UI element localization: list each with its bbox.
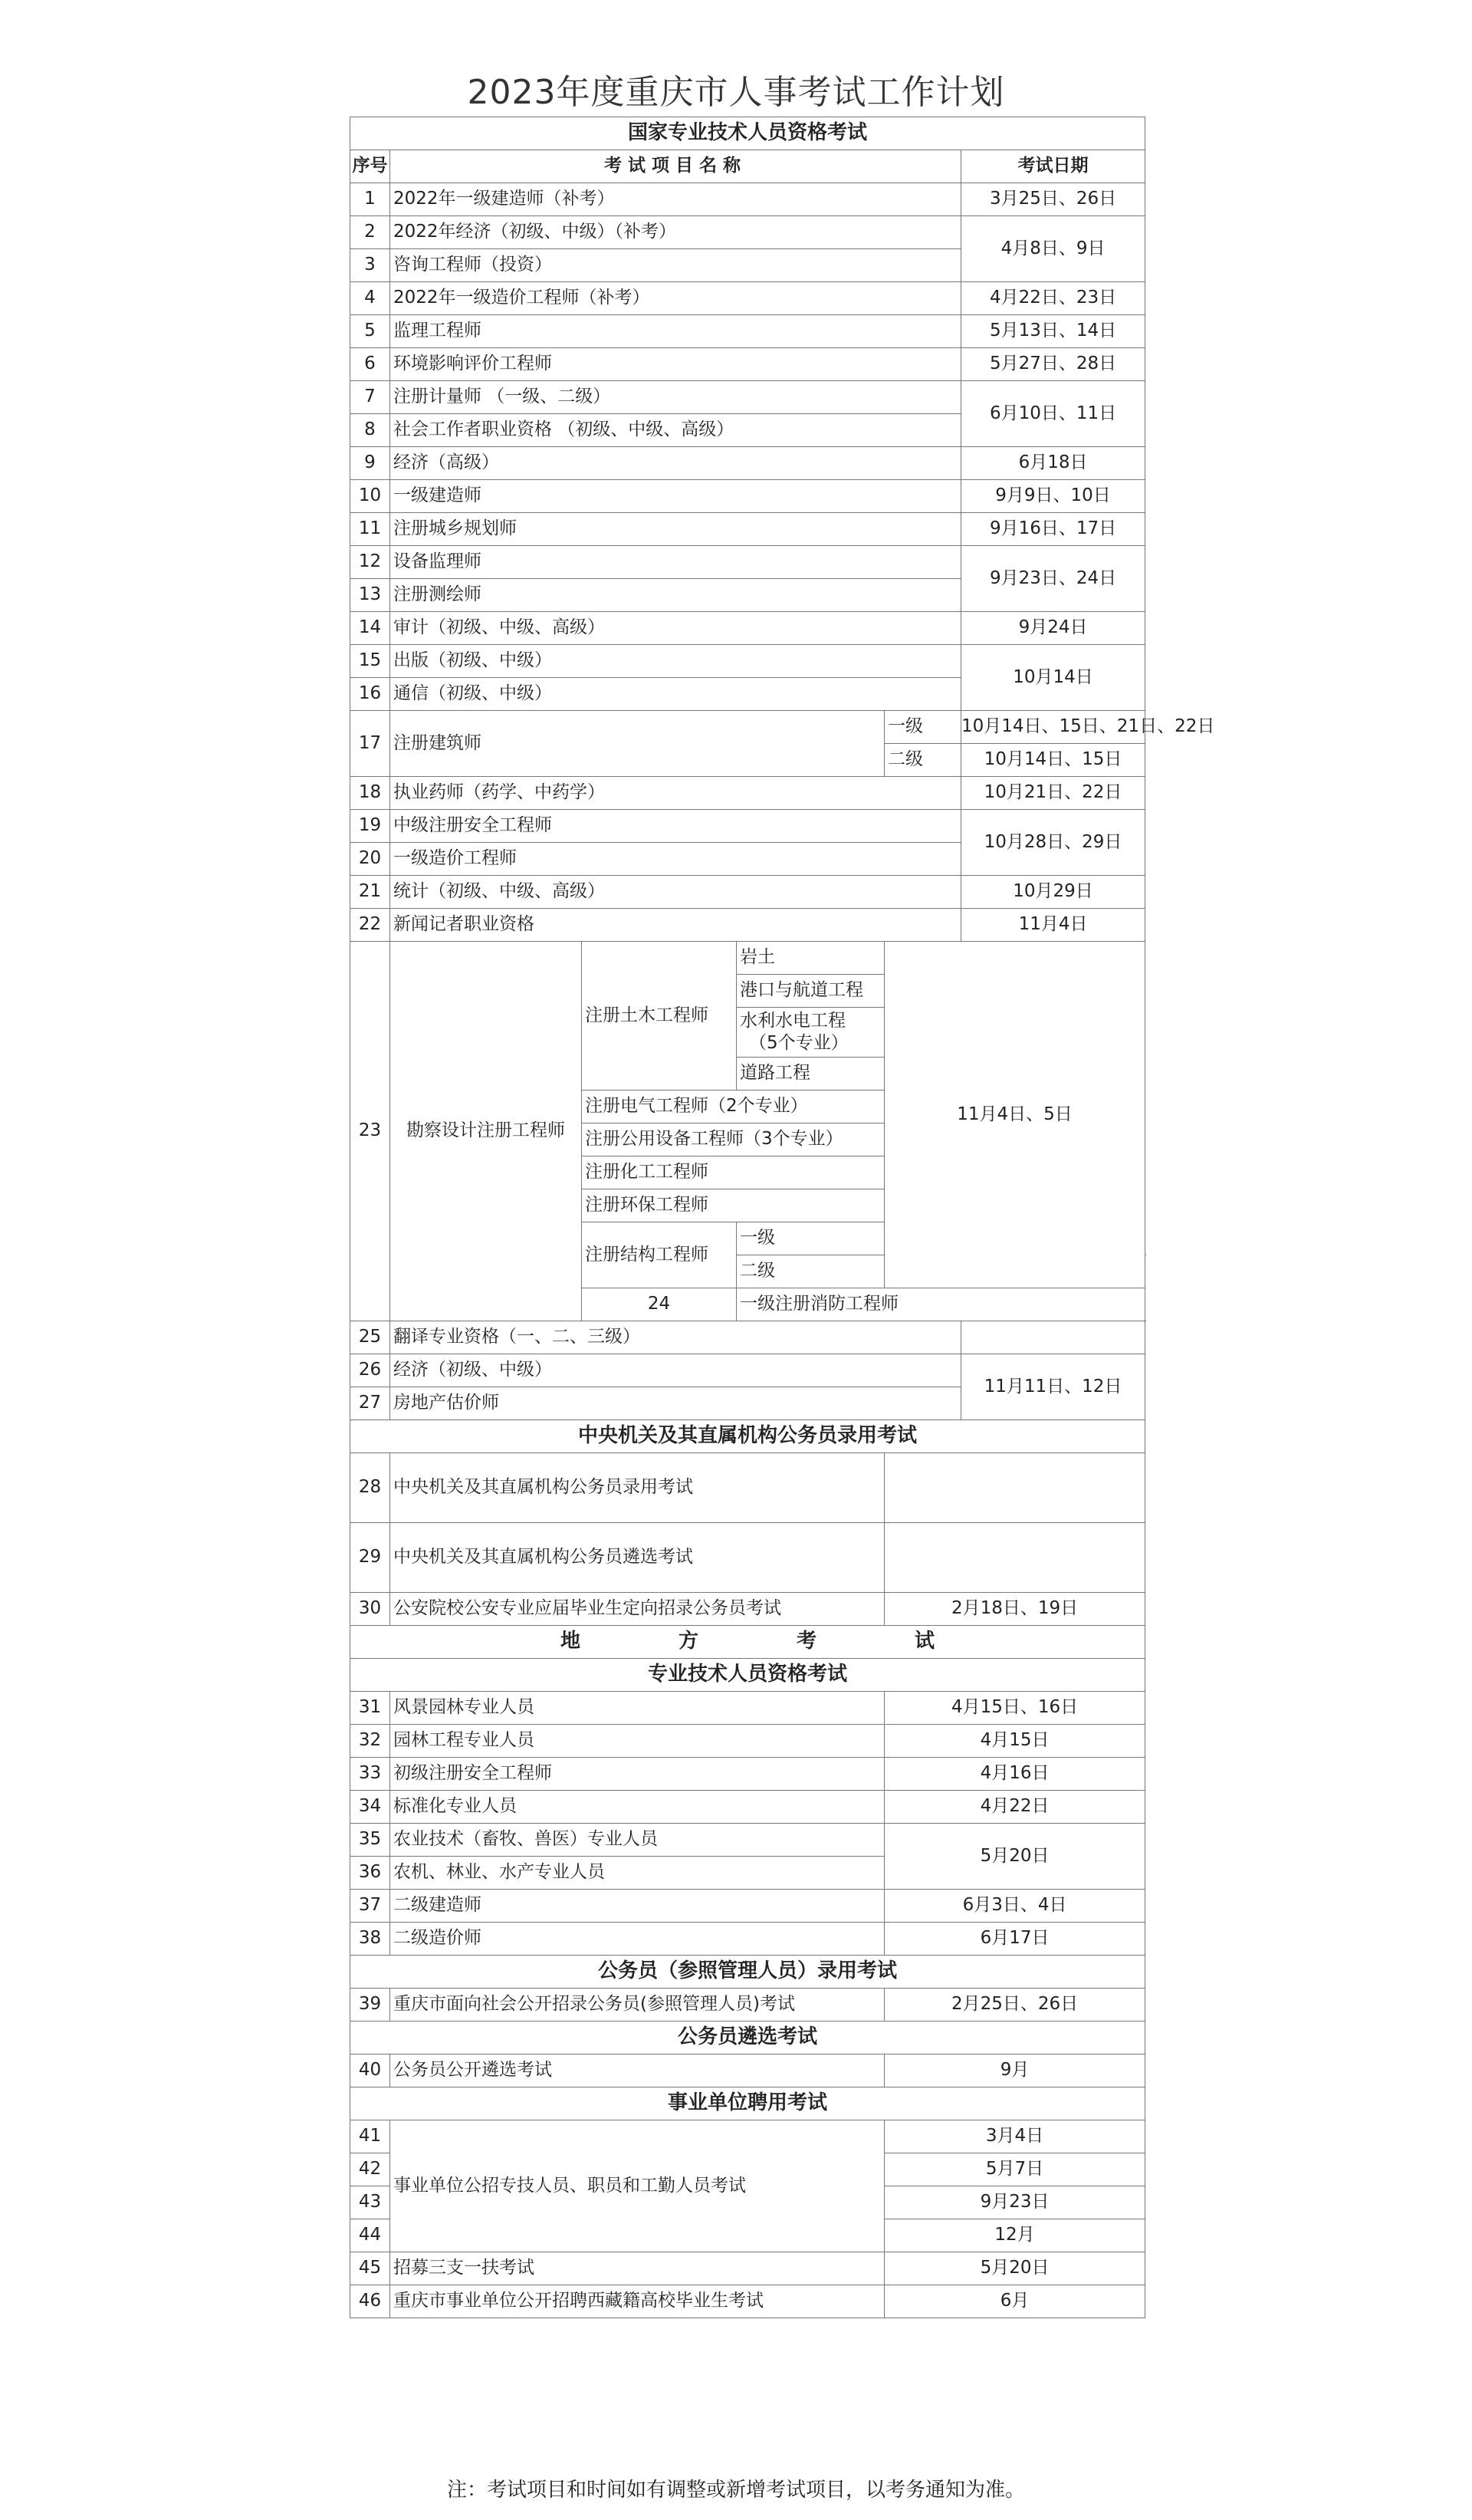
exam-name: 勘察设计注册工程师 (390, 942, 582, 1321)
table-row (350, 1725, 1145, 1758)
table-row (350, 777, 1145, 810)
row-number: 10 (350, 480, 390, 513)
exam-date: 5月7日 (885, 2153, 1145, 2186)
exam-name: 经济（高级） (390, 447, 961, 480)
table-row (350, 1890, 1145, 1923)
exam-date: 2月18日、19日 (885, 1593, 1145, 1626)
exam-date: 10月14日、15日 (961, 744, 1145, 777)
table-row (350, 447, 1145, 480)
row-number: 36 (350, 1857, 390, 1890)
exam-name: 二级造价师 (390, 1923, 885, 1956)
table-row (350, 810, 1145, 843)
exam-name: 一级注册消防工程师 (737, 1288, 1145, 1321)
exam-name: 农业技术（畜牧、兽医）专业人员 (390, 1824, 885, 1857)
row-number: 42 (350, 2153, 390, 2186)
electrical-engineer: 注册电气工程师（2个专业） (582, 1091, 885, 1123)
row-number: 31 (350, 1692, 390, 1725)
exam-name: 园林工程专业人员 (390, 1725, 885, 1758)
exam-name: 中级注册安全工程师 (390, 810, 961, 843)
exam-name: 标准化专业人员 (390, 1791, 885, 1824)
exam-date: 10月14日、15日、21日、22日 (961, 711, 1145, 744)
row-number: 38 (350, 1923, 390, 1956)
chemical-engineer: 注册化工工程师 (582, 1156, 885, 1189)
exam-name: 中央机关及其直属机构公务员遴选考试 (390, 1523, 885, 1593)
row-number: 46 (350, 2285, 390, 2318)
section-title-local-prof: 专业技术人员资格考试 (350, 1659, 1145, 1692)
exam-schedule-table (350, 117, 1215, 2318)
exam-name: 注册建筑师 (390, 711, 885, 777)
row-number: 9 (350, 447, 390, 480)
row-number: 7 (350, 381, 390, 414)
section-title-central: 中央机关及其直属机构公务员录用考试 (350, 1420, 1145, 1453)
exam-date: 9月9日、10日 (961, 480, 1145, 513)
exam-date: 10月29日 (961, 876, 1145, 909)
row-number: 24 (582, 1288, 737, 1321)
exam-name: 统计（初级、中级、高级） (390, 876, 961, 909)
exam-date: 4月8日、9日 (961, 216, 1145, 282)
exam-name: 经济（初级、中级） (390, 1354, 961, 1387)
exam-date: 10月14日 (961, 645, 1145, 711)
footnote: 注：考试项目和时间如有调整或新增考试项目，以考务通知为准。 (446, 2479, 1025, 2502)
table-row (350, 2120, 1145, 2153)
table-row (350, 381, 1145, 414)
row-number: 26 (350, 1354, 390, 1387)
row-number: 45 (350, 2252, 390, 2285)
table-row (350, 1453, 1145, 1523)
exam-name: 中央机关及其直属机构公务员录用考试 (390, 1453, 885, 1523)
section-title-national: 国家专业技术人员资格考试 (350, 117, 1145, 150)
row-number: 43 (350, 2186, 390, 2219)
row-number: 20 (350, 843, 390, 876)
exam-name: 一级造价工程师 (390, 843, 961, 876)
table-row (350, 348, 1145, 381)
row-number: 29 (350, 1523, 390, 1593)
exam-date: 11月4日 (961, 909, 1145, 942)
row-number: 8 (350, 414, 390, 447)
section-row (350, 1626, 1145, 1659)
exam-name: 咨询工程师（投资） (390, 249, 961, 282)
exam-name: 注册计量师 （一级、二级） (390, 381, 961, 414)
exam-date: 2月25日、26日 (885, 1989, 1145, 2022)
row-number: 37 (350, 1890, 390, 1923)
exam-date: 4月15日、16日 (885, 1692, 1145, 1725)
header-no: 序号 (350, 150, 390, 183)
exam-date: 12月 (885, 2219, 1145, 2252)
table-row (350, 2054, 1145, 2087)
row-number: 22 (350, 909, 390, 942)
exam-name: 监理工程师 (390, 315, 961, 348)
exam-date: 5月20日 (885, 1824, 1145, 1890)
civil-engineer: 注册土木工程师 (582, 942, 737, 1091)
row-number: 15 (350, 645, 390, 678)
row-number: 28 (350, 1453, 390, 1523)
table-row (350, 315, 1145, 348)
table-row (350, 546, 1145, 579)
exam-date: 6月 (885, 2285, 1145, 2318)
row-number: 14 (350, 612, 390, 645)
civil-sub: 港口与航道工程 (737, 975, 885, 1008)
row-number: 23 (350, 942, 390, 1321)
table-row (350, 942, 1145, 975)
exam-name: 2022年一级建造师（补考） (390, 183, 961, 216)
table-row (350, 216, 1145, 249)
table-row (350, 1791, 1145, 1824)
table-row (350, 1923, 1145, 1956)
exam-name: 二级建造师 (390, 1890, 885, 1923)
row-number: 41 (350, 2120, 390, 2153)
exam-level: 二级 (885, 744, 961, 777)
exam-name: 重庆市事业单位公开招聘西藏籍高校毕业生考试 (390, 2285, 885, 2318)
row-number: 25 (350, 1321, 390, 1354)
table-row (350, 612, 1145, 645)
exam-date: 6月18日 (961, 447, 1145, 480)
row-number: 18 (350, 777, 390, 810)
exam-date: 4月22日、23日 (961, 282, 1145, 315)
exam-name: 初级注册安全工程师 (390, 1758, 885, 1791)
row-number: 11 (350, 513, 390, 546)
exam-name: 风景园林专业人员 (390, 1692, 885, 1725)
row-number: 27 (350, 1387, 390, 1420)
table-row (350, 1593, 1145, 1626)
header-date: 考试日期 (961, 150, 1145, 183)
structural-level: 一级 (737, 1222, 885, 1255)
exam-name: 招募三支一扶考试 (390, 2252, 885, 2285)
row-number: 44 (350, 2219, 390, 2252)
table-row (350, 1758, 1145, 1791)
table-row (350, 1523, 1145, 1593)
exam-name: 出版（初级、中级） (390, 645, 961, 678)
row-number: 6 (350, 348, 390, 381)
exam-date (885, 1453, 1145, 1523)
exam-date: 6月3日、4日 (885, 1890, 1145, 1923)
exam-date: 9月 (885, 2054, 1145, 2087)
utility-engineer: 注册公用设备工程师（3个专业） (582, 1123, 885, 1156)
row-number: 4 (350, 282, 390, 315)
exam-date: 5月20日 (885, 2252, 1145, 2285)
exam-date: 11月4日、5日 (885, 942, 1145, 1288)
exam-date: 9月23日 (885, 2186, 1145, 2219)
exam-name: 公务员公开遴选考试 (390, 2054, 885, 2087)
section-row (350, 1420, 1145, 1453)
exam-name: 注册城乡规划师 (390, 513, 961, 546)
exam-date (885, 1523, 1145, 1593)
exam-date: 9月23日、24日 (961, 546, 1145, 612)
structural-level: 二级 (737, 1255, 885, 1288)
exam-name: 2022年一级造价工程师（补考） (390, 282, 961, 315)
exam-date: 10月21日、22日 (961, 777, 1145, 810)
table-row (350, 2285, 1145, 2318)
row-number: 33 (350, 1758, 390, 1791)
row-number: 32 (350, 1725, 390, 1758)
exam-name: 设备监理师 (390, 546, 961, 579)
table-row (350, 513, 1145, 546)
exam-date: 10月28日、29日 (961, 810, 1145, 876)
civil-sub (737, 1008, 885, 1058)
structural-engineer: 注册结构工程师 (582, 1222, 737, 1288)
row-number: 1 (350, 183, 390, 216)
exam-name: 新闻记者职业资格 (390, 909, 961, 942)
header-row (350, 150, 1145, 183)
row-number: 30 (350, 1593, 390, 1626)
exam-date: 9月16日、17日 (961, 513, 1145, 546)
exam-name: 翻译专业资格（一、二、三级） (390, 1321, 961, 1354)
section-title-civil-servant: 公务员（参照管理人员）录用考试 (350, 1956, 1145, 1989)
table-row (350, 1989, 1145, 2022)
row-number: 3 (350, 249, 390, 282)
environmental-engineer: 注册环保工程师 (582, 1189, 885, 1222)
exam-name: 房地产估价师 (390, 1387, 961, 1420)
civil-sub: 道路工程 (737, 1058, 885, 1091)
table-row (350, 1692, 1145, 1725)
exam-date: 11月11日、12日 (961, 1354, 1145, 1420)
section-row (350, 1659, 1145, 1692)
exam-name: 通信（初级、中级） (390, 678, 961, 711)
row-number: 2 (350, 216, 390, 249)
table-row (350, 711, 1145, 744)
exam-name: 审计（初级、中级、高级） (390, 612, 961, 645)
civil-sub-name: 水利水电工程 (740, 1011, 846, 1031)
header-project: 考试项目名称 (390, 150, 961, 183)
row-number: 19 (350, 810, 390, 843)
table-row (350, 282, 1145, 315)
exam-name: 执业药师（药学、中药学） (390, 777, 961, 810)
row-number: 34 (350, 1791, 390, 1824)
row-number: 13 (350, 579, 390, 612)
exam-date: 3月25日、26日 (961, 183, 1145, 216)
exam-date: 5月27日、28日 (961, 348, 1145, 381)
table-row (350, 1354, 1145, 1387)
section-row (350, 2087, 1145, 2120)
civil-sub: 岩土 (737, 942, 885, 975)
exam-date: 4月22日 (885, 1791, 1145, 1824)
exam-name: 注册测绘师 (390, 579, 961, 612)
row-number: 17 (350, 711, 390, 777)
exam-name: 社会工作者职业资格 （初级、中级、高级） (390, 414, 961, 447)
exam-level: 一级 (885, 711, 961, 744)
exam-date: 5月13日、14日 (961, 315, 1145, 348)
section-title-local: 地方考试 (350, 1626, 1145, 1659)
section-title-institution: 事业单位聘用考试 (350, 2087, 1145, 2120)
row-number: 40 (350, 2054, 390, 2087)
table-row (350, 645, 1145, 678)
section-row (350, 1956, 1145, 1989)
exam-date: 3月4日 (885, 2120, 1145, 2153)
table-row (350, 909, 1145, 942)
table-row (350, 1824, 1145, 1857)
civil-sub-note: （5个专业） (749, 1033, 849, 1053)
exam-date: 6月17日 (885, 1923, 1145, 1956)
exam-name: 事业单位公招专技人员、职员和工勤人员考试 (390, 2120, 885, 2252)
table-row (350, 1321, 1145, 1354)
exam-date: 9月24日 (961, 612, 1145, 645)
exam-name: 一级建造师 (390, 480, 961, 513)
table-row (350, 876, 1145, 909)
row-number: 5 (350, 315, 390, 348)
section-row (350, 117, 1145, 150)
row-number: 39 (350, 1989, 390, 2022)
row-number: 21 (350, 876, 390, 909)
table-row (350, 183, 1145, 216)
exam-name: 2022年经济（初级、中级）（补考） (390, 216, 961, 249)
table-row (350, 2252, 1145, 2285)
exam-name: 重庆市面向社会公开招录公务员(参照管理人员)考试 (390, 1989, 885, 2022)
exam-name: 公安院校公安专业应届毕业生定向招录公务员考试 (390, 1593, 885, 1626)
exam-date: 4月15日 (885, 1725, 1145, 1758)
row-number: 12 (350, 546, 390, 579)
section-row (350, 2022, 1145, 2054)
table-row (350, 480, 1145, 513)
row-number: 16 (350, 678, 390, 711)
row-number: 35 (350, 1824, 390, 1857)
section-title-selection: 公务员遴选考试 (350, 2022, 1145, 2054)
exam-name: 农机、林业、水产专业人员 (390, 1857, 885, 1890)
exam-date: 6月10日、11日 (961, 381, 1145, 447)
page-title: 2023年度重庆市人事考试工作计划 (467, 73, 1005, 112)
exam-name: 环境影响评价工程师 (390, 348, 961, 381)
exam-date: 4月16日 (885, 1758, 1145, 1791)
